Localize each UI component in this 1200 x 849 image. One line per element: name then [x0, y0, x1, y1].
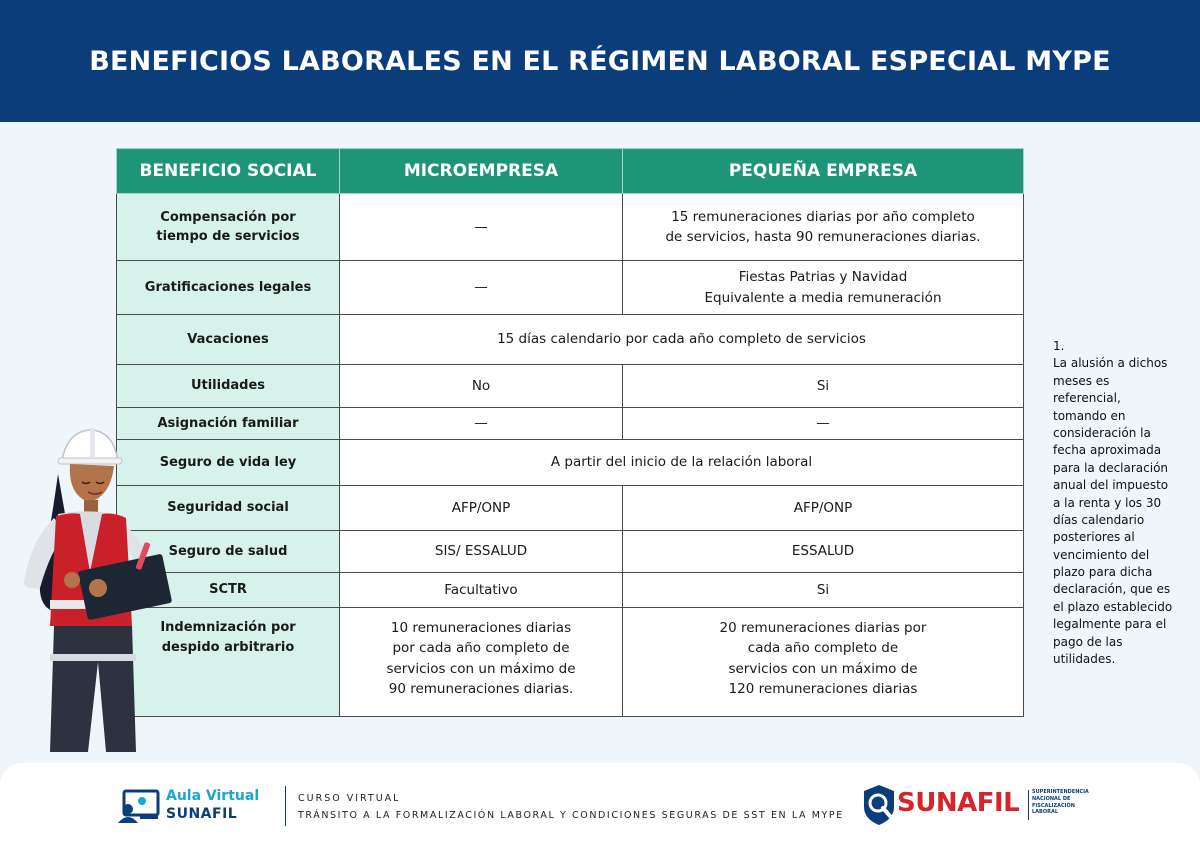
table-row — [117, 365, 1024, 408]
micro-cell — [340, 408, 623, 440]
cell-line: servicios con un máximo de — [728, 660, 918, 677]
cell-line: de servicios, hasta 90 remuneraciones diarias. — [665, 229, 981, 245]
pequena-cell — [623, 194, 1024, 261]
cell-line: SIS/ ESSALUD — [434, 543, 528, 560]
footnote-text: La alusión a dichos meses es referencial, tomando en consideración la fecha aproximada para la declaración anual del impuesto a la renta y los 30 días calendario posteriores al vencimiento del plazo para dicha declaración, que es el plazo establecido legalmente para el pago de las utilidades. — [1053, 356, 1173, 667]
cell-line: 120 remuneraciones diarias — [728, 680, 918, 697]
sunafil-description: SUPERINTENDENCIA NACIONAL DE FISCALIZACIÓN LABORAL — [1032, 789, 1089, 816]
row-label — [117, 194, 340, 261]
sunafil-shield-icon — [862, 783, 896, 827]
micro-cell — [340, 573, 623, 608]
table-row — [117, 440, 1024, 486]
label-line: despido arbitrario — [161, 639, 295, 655]
label-line: SCTR — [209, 582, 247, 598]
cell-line: — — [474, 218, 488, 235]
aula-virtual-icon — [118, 789, 162, 825]
sunafil-brand: SUNAFIL — [897, 788, 1020, 818]
cell-line: servicios con un máximo de — [386, 660, 576, 677]
cell-line: A partir del inicio de la relación laboral — [550, 454, 813, 471]
cell-line: 15 remuneraciones diarias por año completo — [671, 208, 975, 225]
cell-line: 10 remuneraciones diarias — [390, 620, 572, 636]
micro-cell — [340, 261, 623, 315]
label-line: Vacaciones — [187, 331, 269, 347]
micro-cell — [340, 486, 623, 531]
pequena-cell — [623, 573, 1024, 608]
cell-line: — — [474, 279, 488, 296]
column-header-beneficio: BENEFICIO SOCIAL — [117, 149, 340, 194]
cell-line: 90 remuneraciones diarias. — [388, 680, 574, 697]
label-line: Seguridad social — [167, 500, 289, 516]
cell-line: No — [471, 377, 491, 394]
table-row — [117, 573, 1024, 608]
pequena-cell — [623, 261, 1024, 315]
cell-line: AFP/ONP — [451, 499, 511, 516]
cell-line: — — [816, 415, 830, 432]
worker-illustration — [10, 422, 180, 767]
course-label: CURSO VIRTUAL — [298, 793, 401, 804]
footnote-number: 1. — [1053, 339, 1065, 353]
aula-virtual-title: Aula Virtual — [166, 788, 260, 804]
label-line: Seguro de vida ley — [159, 454, 297, 470]
label-line: Gratificaciones legales — [144, 279, 312, 295]
table-row — [117, 608, 1024, 717]
pequena-cell — [623, 408, 1024, 440]
table-row — [117, 315, 1024, 365]
table-row — [117, 486, 1024, 531]
pequena-cell — [623, 608, 1024, 717]
micro-cell — [340, 194, 623, 261]
label-line: tiempo de servicios — [156, 229, 300, 244]
column-header-pequena: PEQUEÑA EMPRESA — [623, 149, 1024, 194]
label-line: Indemnización por — [160, 620, 296, 635]
micro-cell — [340, 531, 623, 573]
aula-virtual-subtitle: SUNAFIL — [166, 806, 238, 822]
course-name: TRÁNSITO A LA FORMALIZACIÓN LABORAL Y CONDICIONES SEGURAS DE SST EN LA MYPE — [298, 810, 844, 821]
footer-divider — [285, 786, 286, 826]
footnote — [1053, 338, 1173, 668]
pequena-cell — [623, 486, 1024, 531]
sunafil-divider — [1028, 790, 1029, 820]
cell-line: 15 días calendario por cada año completo de servicios — [497, 331, 866, 348]
pequena-cell — [623, 531, 1024, 573]
label-line: Asignación familiar — [157, 415, 299, 431]
header-banner — [0, 0, 1200, 122]
page-title: BENEFICIOS LABORALES EN EL RÉGIMEN LABORAL ESPECIAL MYPE — [89, 45, 1111, 77]
benefits-table — [116, 148, 1024, 717]
row-label — [117, 261, 340, 315]
cell-line: Si — [816, 581, 830, 598]
cell-line: Si — [816, 377, 830, 394]
cell-line: cada año completo de — [747, 640, 899, 657]
row-label — [117, 315, 340, 365]
label-line: Utilidades — [190, 378, 266, 394]
row-label — [117, 365, 340, 408]
label-line: Seguro de salud — [168, 543, 288, 559]
micro-cell — [340, 608, 623, 717]
table-row — [117, 261, 1024, 315]
table-row — [117, 531, 1024, 573]
table-header-row — [117, 149, 1024, 194]
cell-line: AFP/ONP — [793, 499, 853, 516]
cell-line: Fiestas Patrias y Navidad — [738, 269, 908, 286]
cell-line: Equivalente a media remuneración — [704, 289, 942, 306]
micro-cell — [340, 365, 623, 408]
shared-cell — [340, 315, 1024, 365]
cell-line: Facultativo — [444, 581, 518, 598]
pequena-cell — [623, 365, 1024, 408]
label-line: Compensación por — [160, 209, 296, 225]
table-row — [117, 194, 1024, 261]
cell-line: 20 remuneraciones diarias por — [719, 620, 927, 636]
column-header-micro: MICROEMPRESA — [340, 149, 623, 194]
cell-line: por cada año completo de — [392, 640, 570, 657]
table-row — [117, 408, 1024, 440]
cell-line: ESSALUD — [791, 543, 855, 560]
shared-cell — [340, 440, 1024, 486]
cell-line: — — [474, 415, 488, 432]
